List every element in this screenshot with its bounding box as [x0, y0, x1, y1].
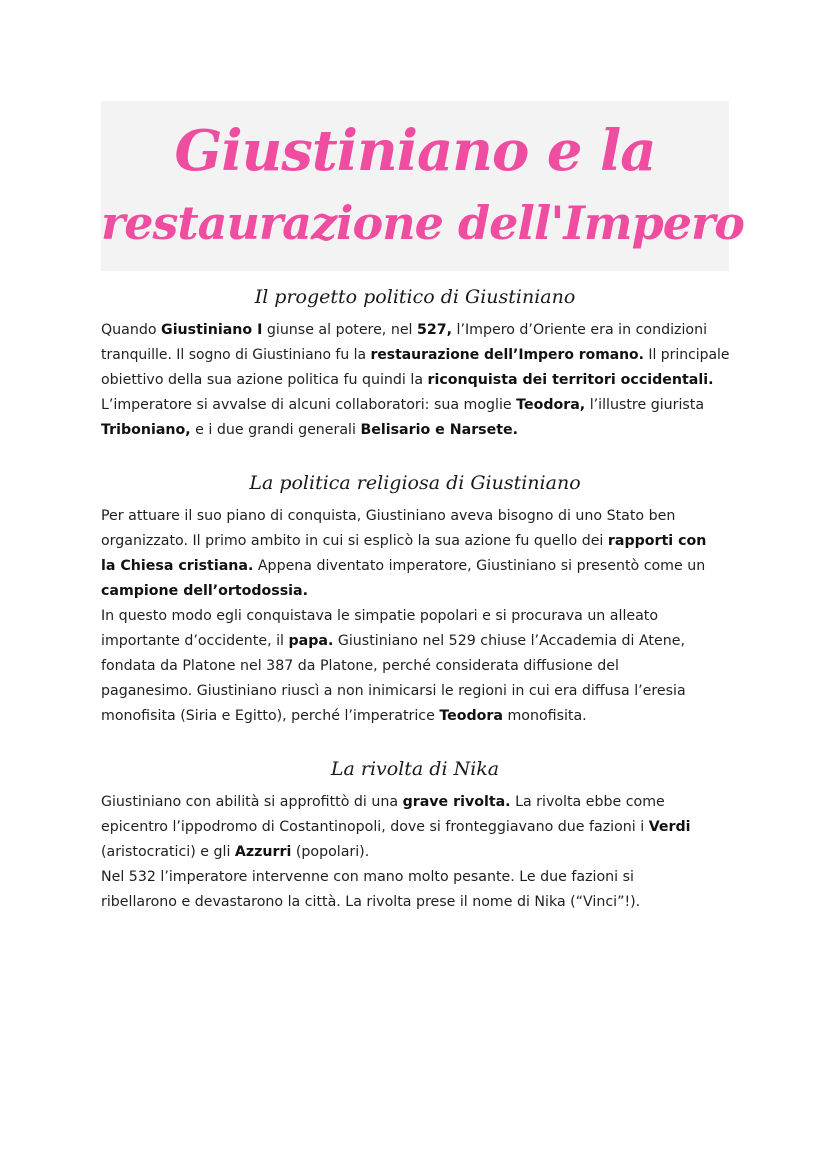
text-line: paganesimo. Giustiniano riuscì a non inimicarsi le regioni in cui era diffusa l’eresia — [101, 683, 686, 699]
text-line: campione dell’ortodossia. — [101, 583, 308, 599]
text-line: Nel 532 l’imperatore intervenne con mano molto pesante. Le due fazioni si — [101, 869, 634, 885]
text-line: ribellarono e devastarono la città. La rivolta prese il nome di Nika (“Vinci”!). — [101, 894, 641, 910]
title-line-1: Giustiniano e la — [174, 118, 656, 184]
section-heading-progetto-politico: Il progetto politico di Giustiniano — [254, 286, 576, 308]
text-line: fondata da Platone nel 387 da Platone, perché considerata diffusione del — [101, 658, 619, 674]
text-line: importante d’occidente, il papa. Giustiniano nel 529 chiuse l’Accademia di Atene, — [101, 633, 685, 649]
text-line: organizzato. Il primo ambito in cui si esplicò la sua azione fu quello dei rapporti con — [101, 533, 707, 549]
text-line: obiettivo della sua azione politica fu quindi la riconquista dei territori occidentali. — [101, 372, 714, 388]
text-line: L’imperatore si avvalse di alcuni collaboratori: sua moglie Teodora, l’illustre giurista — [101, 397, 705, 413]
text-line: tranquille. Il sogno di Giustiniano fu la restaurazione dell’Impero romano. Il principale — [101, 347, 730, 363]
section-heading-politica-religiosa: La politica religiosa di Giustiniano — [249, 472, 581, 494]
paragraph-rivolta-nika-1 — [101, 790, 729, 865]
text-line: monofisita (Siria e Egitto), perché l’imperatrice Teodora monofisita. — [101, 708, 587, 724]
paragraph-politica-religiosa-1 — [101, 504, 729, 604]
text-line: epicentro l’ippodromo di Costantinopoli, dove si fronteggiavano due fazioni i Verdi — [101, 819, 691, 835]
text-line: Per attuare il suo piano di conquista, Giustiniano aveva bisogno di uno Stato ben — [101, 508, 676, 524]
text-line: Quando Giustiniano I giunse al potere, nel 527, l’Impero d’Oriente era in condizioni — [101, 322, 708, 338]
section-heading-rivolta-nika: La rivolta di Nika — [330, 758, 500, 780]
text-line: Giustiniano con abilità si approfittò di una grave rivolta. La rivolta ebbe come — [101, 794, 665, 810]
title-banner — [101, 101, 744, 271]
paragraph-progetto-politico — [101, 318, 729, 443]
text-line: la Chiesa cristiana. Appena diventato imperatore, Giustiniano si presentò come un — [101, 558, 706, 574]
paragraph-rivolta-nika-2 — [101, 865, 729, 915]
text-line: (aristocratici) e gli Azzurri (popolari). — [101, 844, 370, 860]
text-line: In questo modo egli conquistava le simpatie popolari e si procurava un alleato — [101, 608, 659, 624]
title-line-2: restaurazione dell'Impero — [101, 196, 744, 250]
paragraph-politica-religiosa-2 — [101, 604, 729, 729]
text-line: Triboniano, e i due grandi generali Belisario e Narsete. — [101, 422, 519, 438]
